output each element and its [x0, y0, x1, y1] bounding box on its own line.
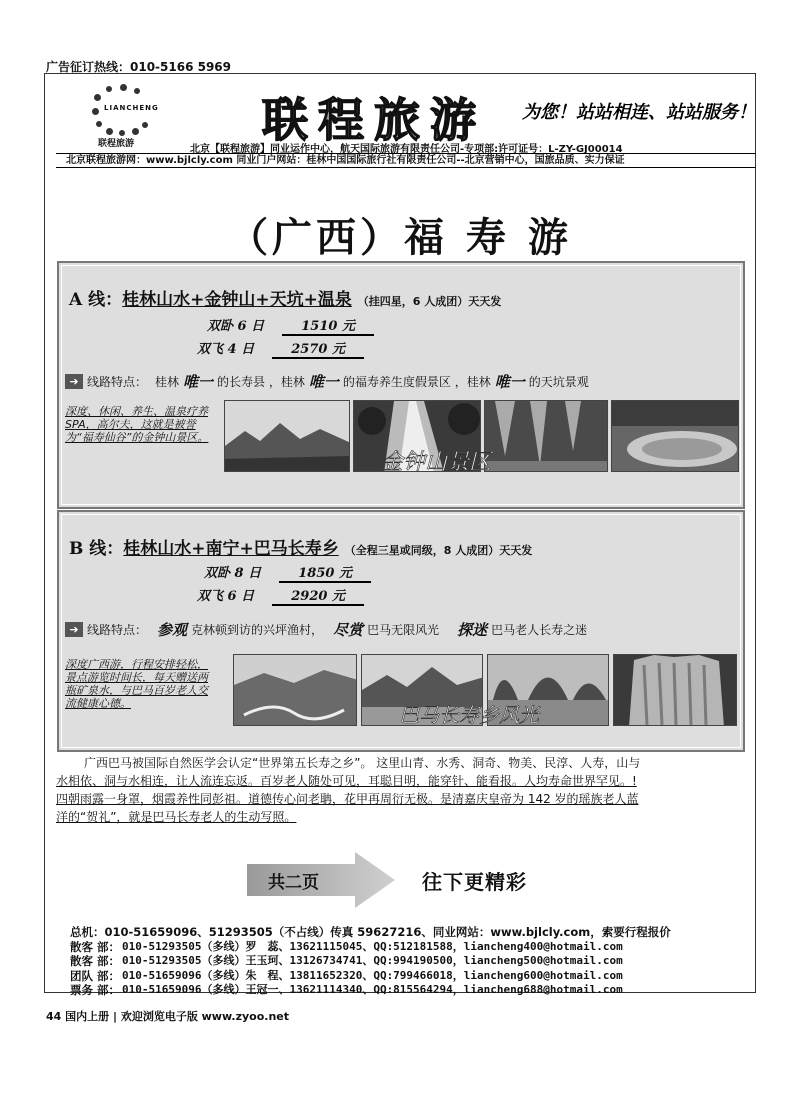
- contact-block: [70, 925, 671, 998]
- feature-text: 巴马无限风光: [367, 623, 440, 637]
- price-label: 双卧 6 日: [207, 319, 265, 334]
- dept-label: 散客 部：: [70, 939, 121, 954]
- route-b-sub: （全程三星或同级，8 人成团）天天发: [344, 544, 533, 557]
- dept-label: 票务 部：: [70, 983, 121, 997]
- para-line: [56, 772, 748, 790]
- price-value: 1510 元: [282, 315, 374, 336]
- route-a-description: 深度、休闲、养生、温泉疗养 SPA，高尔夫，这就是被誉为“福寿仙谷”的金钟山景区。: [65, 405, 209, 444]
- feature-highlight: 唯一: [308, 373, 339, 391]
- contact-row: [70, 969, 671, 984]
- route-b-photo-caption: 巴马长寿乡风光: [399, 703, 539, 727]
- route-b-box: [57, 510, 745, 752]
- feature-highlight: 探迷: [457, 621, 488, 639]
- route-a-features: [65, 371, 589, 392]
- contact-main: 总机：010-51659096、51293505（不占线）传真 59627216、同业网站：www.bjlcly.com，索要行程报价: [70, 925, 671, 939]
- route-a-sub: （挂四星，6 人成团）天天发: [357, 295, 502, 308]
- page-footer: 44 国内上册 | 欢迎浏览电子版 www.zyoo.net: [46, 1010, 290, 1023]
- route-a-label: A 线：: [69, 290, 123, 310]
- price-value: 1850 元: [279, 562, 371, 583]
- route-a-heading: [69, 285, 501, 310]
- dept-info: 010-51293505（多线）王玉珂、13126734741、QQ:994190500，liancheng500@hotmail.com: [122, 954, 623, 967]
- dept-info: 010-51659096（多线）朱 程、13811652320、QQ:799466018，liancheng600@hotmail.com: [122, 968, 623, 982]
- contact-row: [70, 954, 671, 969]
- route-b-price-2: [197, 585, 364, 606]
- feature-text: 桂林: [155, 375, 180, 389]
- cave-photo: [484, 400, 608, 472]
- route-a-name: 桂林山水+金钟山+天坑+温泉: [122, 290, 352, 310]
- dept-info: 010-51293505（多线）罗 蕊、13621115045、QQ:512181588，liancheng400@hotmail.com: [122, 939, 623, 953]
- feature-text: 克林顿到访的兴坪渔村，: [191, 623, 324, 637]
- contact-row: [70, 983, 671, 998]
- feature-text: 的长寿县 ，桂林: [217, 375, 305, 389]
- route-a-photo-caption: 金钟山景区: [381, 450, 492, 475]
- bama-paragraph: [56, 754, 748, 826]
- route-b-features: [65, 619, 587, 640]
- brand-title: 联程旅游: [262, 93, 486, 147]
- para-line: [56, 790, 748, 808]
- hot-spring-photo: [611, 400, 739, 472]
- feature-highlight: 唯一: [494, 373, 525, 391]
- para-line-text: 水相依、洞与水相连，让人流连忘返。百岁老人随处可见，耳聪目明，能穿针、能看报。人均寿命世界罕见。!: [56, 774, 637, 788]
- page-title: （广西）福 寿 游: [228, 215, 572, 261]
- para-line: [56, 808, 748, 826]
- route-a-price-2: [197, 338, 364, 359]
- header-license-line: 北京【联程旅游】同业运作中心，航天国际旅游有限责任公司-专项部:许可证号：L-ZY-GJ00014: [190, 144, 623, 155]
- para-line-text: 洋的“贺礼”，就是巴马长寿老人的生动写照。: [56, 810, 297, 824]
- next-page-text: 往下更精彩: [422, 870, 527, 894]
- valley-photo: [233, 654, 357, 726]
- feature-highlight: 参观: [157, 621, 188, 639]
- route-b-heading: [69, 534, 532, 559]
- route-b-price-1: [204, 562, 371, 583]
- feature-text: 的福寿养生度假景区 ，桂林: [342, 375, 491, 389]
- dept-label: 散客 部：: [70, 954, 121, 968]
- para-line-text: 四朝雨露一身罩，烟霞养性同彭祖。道德传心问老聃，花甲再周衍无极。是清嘉庆皇帝为 142 岁的瑶族老人蓝: [56, 792, 639, 806]
- contact-row: [70, 940, 671, 955]
- price-label: 双卧 8 日: [204, 566, 262, 581]
- price-label: 双飞 6 日: [197, 589, 255, 604]
- feature-label: 线路特点：: [87, 375, 148, 389]
- arrow-right-icon: ➔: [65, 622, 83, 637]
- route-b-label: B 线：: [69, 539, 124, 559]
- feature-text: 的天坑景观: [528, 375, 589, 389]
- price-value: 2570 元: [272, 338, 364, 359]
- route-b-description: 深度广西游，行程安排轻松，景点游览时间长，每天赠送两瓶矿泉水，与巴马百岁老人交流健康心德。: [65, 658, 208, 710]
- dept-label: 团队 部：: [70, 968, 121, 983]
- route-a-box: [57, 261, 745, 509]
- ad-hotline: 广告征订热线：010-5166 5969: [46, 60, 232, 74]
- logo-latin-text: LIANCHENG: [104, 104, 159, 112]
- logo-chinese-text: 联程旅游: [98, 139, 135, 149]
- route-a-price-1: [207, 315, 374, 336]
- stalactite-photo: [613, 654, 737, 726]
- feature-label: 线路特点：: [87, 623, 148, 637]
- feature-highlight: 唯一: [183, 373, 214, 391]
- page-count-label: 共二页: [268, 873, 319, 893]
- route-b-name: 桂林山水+南宁+巴马长寿乡: [123, 539, 339, 559]
- price-value: 2920 元: [272, 585, 364, 606]
- mountain-photo: [224, 400, 350, 472]
- feature-highlight: 尽赏: [333, 621, 364, 639]
- para-line: 广西巴马被国际自然医学会认定“世界第五长寿之乡”。 这里山青、水秀、洞奇、物美、民淳、人寿，山与: [84, 756, 641, 770]
- arrow-right-icon: ➔: [65, 374, 83, 389]
- price-label: 双飞 4 日: [197, 342, 255, 357]
- feature-text: 巴马老人长寿之迷: [491, 623, 588, 637]
- slogan: 为您！站站相连、站站服务！: [522, 102, 756, 123]
- dept-info: 010-51659096（多线）王冠一、13621114340、QQ:815564294，liancheng688@hotmail.com: [122, 983, 623, 996]
- header-website-line: 北京联程旅游网：www.bjlcly.com 同业门户网站：桂林中国国际旅行社有限责任公司--北京营销中心，国旅品质、实力保证: [56, 153, 756, 168]
